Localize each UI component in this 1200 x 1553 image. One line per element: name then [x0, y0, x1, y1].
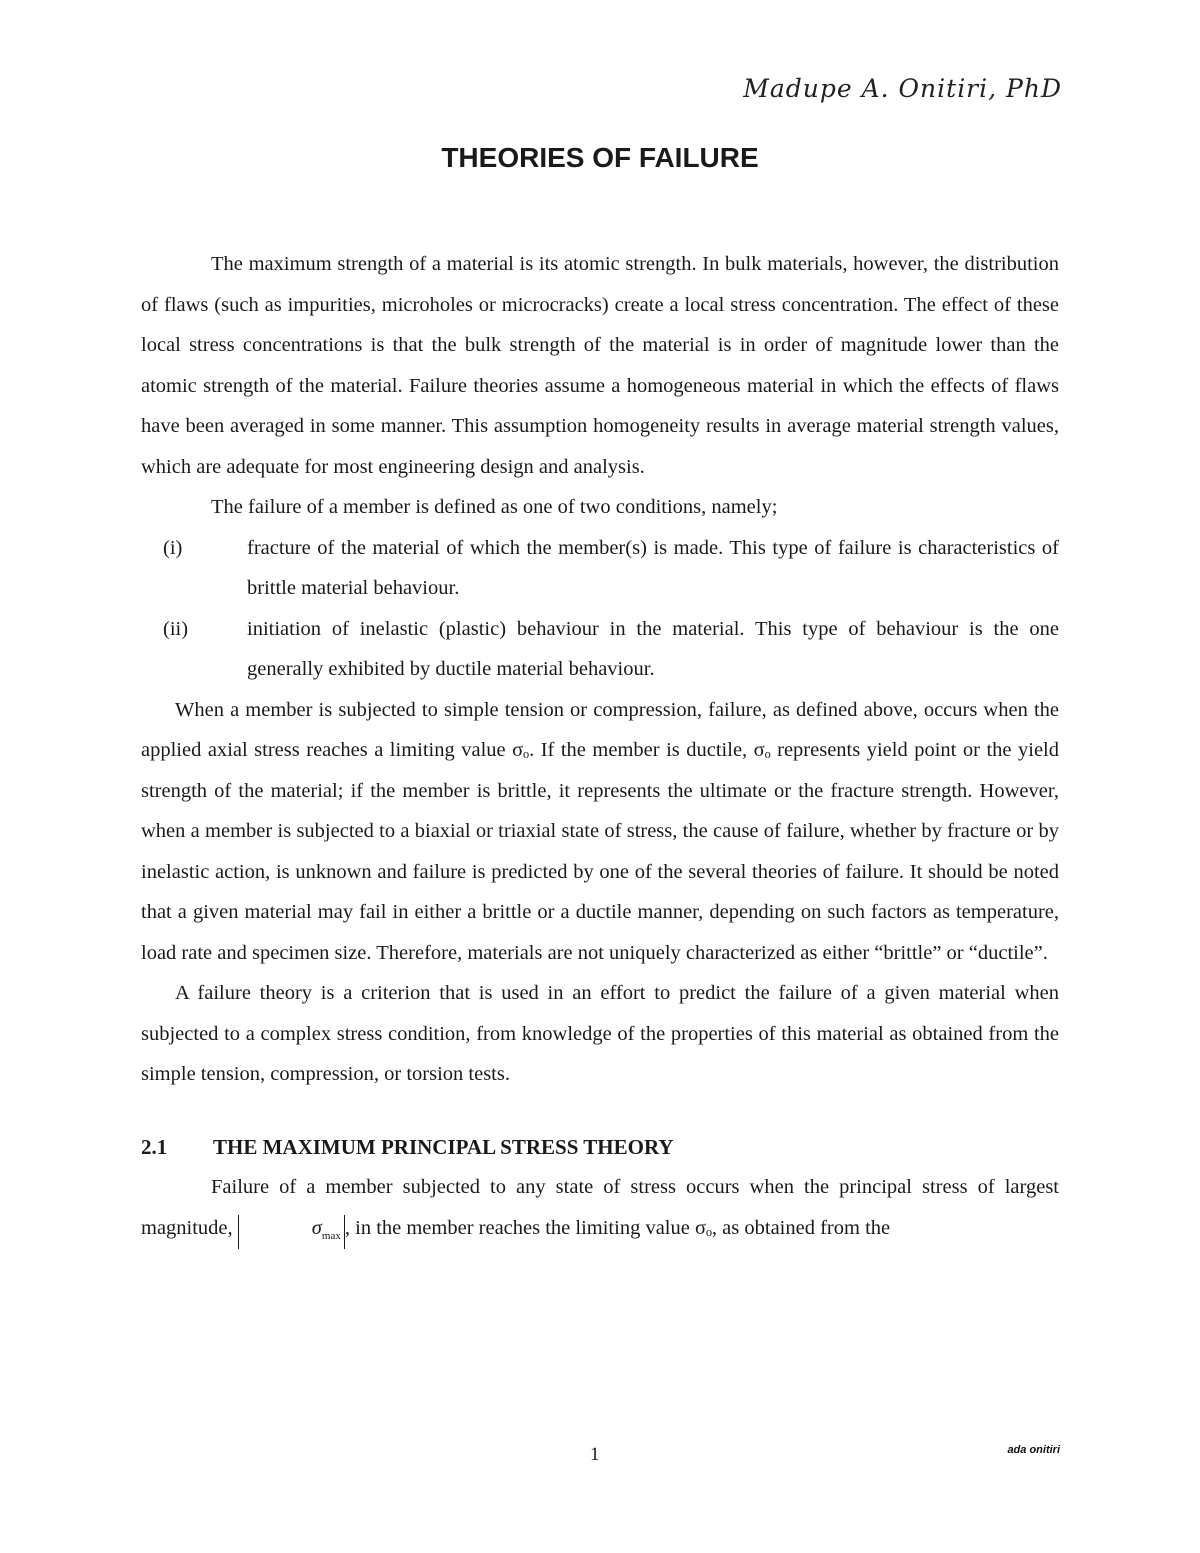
- paragraph-simple-tension: When a member is subjected to simple tension or compression, failure, as defined above, occurs when the applied axial stress reaches a limiting value σₒ. If the member is ductile, σₒ represents yield point or the yield strength of the material; if the member is brittle, it represents the ultimate or the fracture strength. However, when a member is subjected to a biaxial or triaxial state of stress, the cause of failure, whether by fracture or by inelastic action, is unknown and failure is predicted by one of the several theories of failure. It should be noted that a given material may fail in either a brittle or a ductile manner, depending on such factors as temperature, load rate and specimen size. Therefore, materials are not uniquely characterized as either “brittle” or “ductile”.: [141, 698, 1059, 964]
- author-signature: Madupe A. Onitiri, PhD: [743, 74, 1062, 103]
- section-heading: [141, 1127, 1059, 1168]
- paragraph-failure-definition: The failure of a member is defined as one of two conditions, namely;: [211, 496, 778, 518]
- section-text-after: , in the member reaches the limiting value σₒ, as obtained from the: [344, 1216, 891, 1239]
- list-text: initiation of inelastic (plastic) behaviour in the material. This type of behaviour is the one generally exhibited by ductile material behaviour.: [247, 617, 1059, 680]
- document-body: [141, 244, 1059, 1249]
- page-number: 1: [590, 1444, 600, 1465]
- list-item: [141, 528, 1059, 609]
- section-number: 2.1: [141, 1134, 168, 1159]
- section-title: THE MAXIMUM PRINCIPAL STRESS THEORY: [213, 1134, 674, 1159]
- sigma-subscript: max: [321, 1229, 341, 1242]
- list-marker: (i): [163, 536, 183, 559]
- list-marker: (ii): [163, 617, 189, 640]
- section-text-before: Failure of a member subjected to any state of stress occurs when the principal stress of largest magnitude,: [141, 1176, 1059, 1239]
- sigma-max-symbol: [238, 1215, 345, 1249]
- list-item: [141, 609, 1059, 690]
- page-title: THEORIES OF FAILURE: [441, 142, 759, 173]
- sigma-letter: σ: [311, 1216, 322, 1239]
- footer-mark: ada onitiri: [1007, 1444, 1060, 1456]
- paragraph-intro: The maximum strength of a material is its atomic strength. In bulk materials, however, the distribution of flaws (such as impurities, microholes or microcracks) create a local stress concentration. The effect of these local stress concentrations is that the bulk strength of the material is in order of magnitude lower than the atomic strength of the material. Failure theories assume a homogeneous material in which the effects of flaws have been averaged in some manner. This assumption homogeneity results in average material strength values, which are adequate for most engineering design and analysis.: [141, 253, 1059, 478]
- paragraph-max-principal-stress: [141, 1167, 1059, 1249]
- paragraph-failure-theory: A failure theory is a criterion that is used in an effort to predict the failure of a given material when subjected to a complex stress condition, from knowledge of the properties of this material as obtained from the simple tension, compression, or torsion tests.: [141, 982, 1059, 1085]
- list-text: fracture of the material of which the member(s) is made. This type of failure is characteristics of brittle material behaviour.: [247, 536, 1059, 599]
